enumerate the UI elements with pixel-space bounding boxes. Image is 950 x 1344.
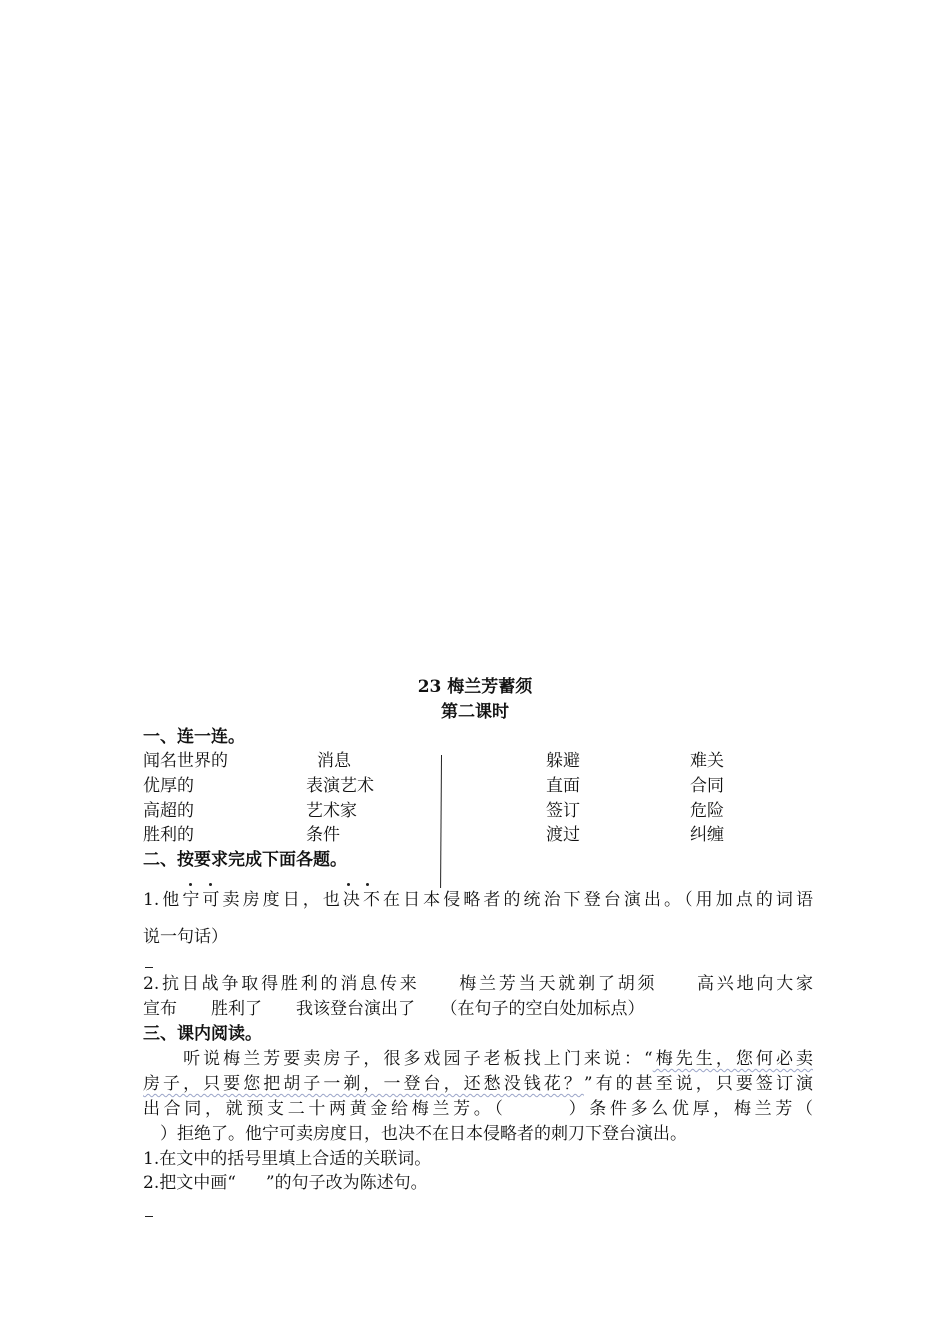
reading-passage-line4: ）拒绝了。他宁可卖房度日，也决不在日本侵略者的刺刀下登台演出。 — [143, 1124, 687, 1144]
match-item: 闻名世界的 — [143, 751, 228, 771]
question-3-2 — [143, 1171, 813, 1195]
underlined-sentence: 梅先生，您何必卖 — [652, 1049, 814, 1069]
question-2-2-line1: 2.抗日战争取得胜利的消息传来 梅兰芳当天就剃了胡须 高兴地向大家 — [143, 974, 813, 994]
match-item: 合同 — [690, 776, 724, 796]
question-text: ”的句子改为陈述句。 — [265, 1173, 428, 1193]
match-item: 纠缠 — [690, 825, 724, 845]
match-item: 难关 — [690, 751, 724, 771]
question-2-2-line2: 宣布 胜利了 我该登台演出了 （在句子的空白处加标点） — [143, 999, 645, 1019]
match-item: 直面 — [546, 776, 580, 796]
answer-line[interactable] — [145, 1216, 153, 1217]
match-item: 危险 — [690, 801, 724, 821]
section1-heading: 一、连一连。 — [143, 727, 245, 747]
question-2-1-line1: 1.他宁可卖房度日，也决不在日本侵略者的统治下登台演出。（用加点的词语 — [143, 890, 813, 910]
question-3-1: 1.在文中的括号里填上合适的关联词。 — [143, 1149, 432, 1169]
reading-passage-line1 — [143, 1047, 813, 1071]
emphasis-dot — [189, 883, 192, 886]
match-item: 高超的 — [143, 801, 194, 821]
answer-line[interactable] — [145, 967, 153, 968]
match-item: 渡过 — [546, 825, 580, 845]
match-item: 优厚的 — [143, 776, 194, 796]
match-item: 躲避 — [546, 751, 580, 771]
passage-text: ”有的甚至说，只要签订演 — [583, 1074, 813, 1094]
match-item: 表演艺术 — [306, 776, 374, 796]
underlined-sentence: 房子，只要您把胡子一剃，一登台，还愁没钱花？ — [143, 1074, 584, 1094]
match-item: 消息 — [317, 751, 351, 771]
section3-heading: 三、课内阅读。 — [143, 1024, 262, 1044]
reading-passage-line3: 出合同，就预支二十两黄金给梅兰芳。（ ）条件多么优厚，梅兰芳（ — [143, 1099, 813, 1119]
match-item: 签订 — [546, 801, 580, 821]
section2-heading: 二、按要求完成下面各题。 — [143, 850, 347, 870]
question-text: 2.把文中画“ — [143, 1173, 236, 1193]
emphasis-dot — [347, 883, 350, 886]
lesson-subtitle: 第二课时 — [441, 702, 509, 722]
emphasis-dot — [366, 883, 369, 886]
question-2-1-line2: 说一句话） — [143, 927, 228, 947]
match-item: 艺术家 — [306, 801, 357, 821]
match-item: 胜利的 — [143, 825, 194, 845]
reading-passage-line2 — [143, 1072, 813, 1096]
lesson-title: 23 梅兰芳蓄须 — [417, 677, 533, 697]
passage-text: 听说梅兰芳要卖房子，很多戏园子老板找上门来说：“ — [143, 1049, 653, 1069]
match-item: 条件 — [306, 825, 340, 845]
emphasis-dot — [209, 883, 212, 886]
